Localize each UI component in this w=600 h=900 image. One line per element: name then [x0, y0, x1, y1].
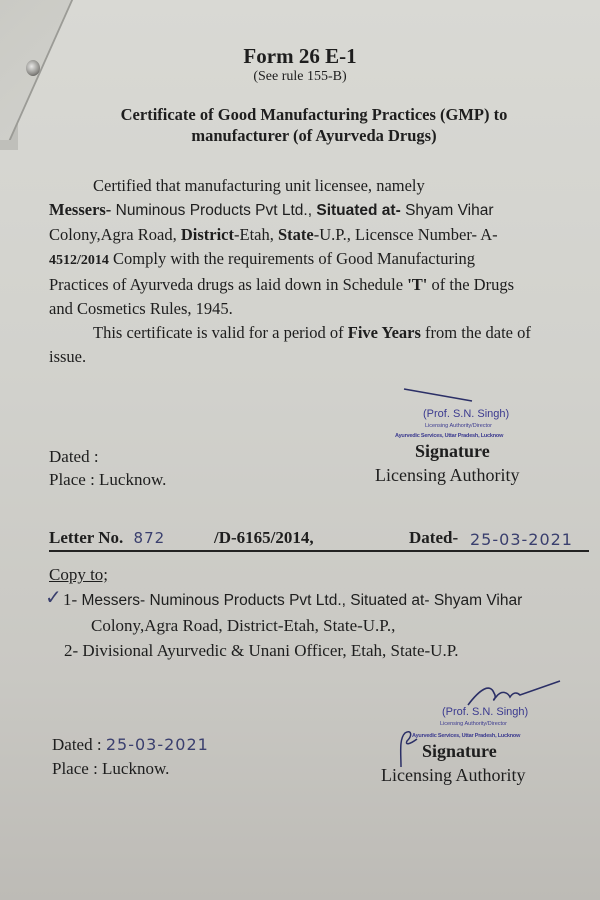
line-5-text-end: of the Drugs	[427, 275, 514, 294]
place-field: Place : Lucknow.	[49, 470, 167, 489]
stamp-department: Ayurvedic Services, Uttar Pradesh, Lucknow	[412, 733, 521, 739]
item-line-1: Messers- Numinous Products Pvt Ltd., Situated at- Shyam Vihar	[77, 592, 523, 609]
validity-text-end: from the date of	[420, 323, 531, 342]
district-value: -Etah,	[234, 225, 278, 244]
stamp-name: (Prof. S.N. Singh)	[442, 706, 529, 718]
copy-to-label: Copy to;	[49, 565, 109, 584]
signature-label: Signature	[422, 741, 497, 761]
validity-line	[49, 321, 580, 345]
place-field: Place : Lucknow.	[52, 759, 170, 778]
district-label: District	[180, 225, 234, 244]
validity-text: This certificate is valid for a period of	[93, 323, 348, 342]
word: licensee,	[314, 176, 373, 195]
letter-dated-label: Dated-	[409, 528, 459, 547]
body-line-5	[49, 273, 580, 297]
word: Certified	[93, 176, 152, 195]
copy-item-1-line-2: Colony,Agra Road, District-Etah, State-U.P.,	[91, 616, 396, 635]
state-label: State	[277, 225, 314, 244]
handwritten-letter-date: 25-03-2021	[470, 530, 573, 549]
certificate-heading	[0, 104, 600, 146]
certificate-body	[49, 174, 580, 369]
line-4-text: Comply with the requirements of Good Manufacturing	[108, 249, 476, 268]
validity-line-2: issue.	[49, 347, 87, 366]
word: manufacturing	[184, 176, 281, 195]
word: that	[155, 176, 181, 195]
word: unit	[285, 176, 311, 195]
body-line-4	[49, 247, 580, 273]
state-value: -U.P., Licensce Number- A-	[313, 225, 498, 244]
dated-label: Dated :	[49, 447, 99, 466]
dated-field	[52, 735, 209, 755]
item-number: 1-	[63, 590, 78, 609]
body-line-6: and Cosmetics Rules, 1945.	[49, 299, 233, 318]
initial-scribble-icon	[395, 725, 425, 770]
licensing-authority-label: Licensing Authority	[375, 465, 520, 485]
item-line-1: Divisional Ayurvedic & Unani Officer, Etah, State-U.P.	[78, 641, 459, 660]
body-line-1	[49, 174, 580, 198]
signature-label: Signature	[415, 441, 490, 461]
heading-line-2: manufacturer (of Ayurveda Drugs)	[191, 126, 437, 145]
letter-no-label: Letter No.	[49, 528, 124, 547]
body-line-2	[49, 198, 580, 223]
schedule-ref: 'T'	[407, 275, 428, 294]
form-title: Form 26 E-1	[243, 44, 357, 68]
stamp-name: (Prof. S.N. Singh)	[423, 408, 510, 420]
signature-stroke-icon	[400, 385, 480, 405]
line-5-text: Practices of Ayurveda drugs as laid down in Schedule	[49, 275, 408, 294]
handwritten-letter-number: 872	[133, 529, 166, 547]
checkmark-icon: ✓	[45, 587, 62, 609]
situated-label: Situated at-	[316, 202, 401, 219]
letter-reference-row	[49, 528, 589, 552]
heading-line-1: Certificate of Good Manufacturing Practices (GMP) to	[120, 105, 508, 124]
handwritten-date: 25-03-2021	[105, 735, 209, 754]
item-number: 2-	[64, 641, 79, 660]
licensing-authority-label: Licensing Authority	[381, 765, 526, 785]
copy-item-2	[64, 641, 459, 661]
messers-label: Messers-	[49, 200, 112, 219]
company-name: Numinous Products Pvt Ltd.,	[111, 202, 317, 219]
license-number: 4512/2014	[49, 253, 109, 268]
address-part-2: Colony,Agra Road,	[49, 225, 181, 244]
body-line-3	[49, 223, 580, 247]
address-part-1: Shyam Vihar	[400, 202, 494, 219]
dated-field	[49, 447, 99, 467]
copy-item-1	[45, 587, 523, 610]
rule-reference: (See rule 155-B)	[253, 69, 347, 84]
stamp-title: Licensing Authority/Director	[425, 423, 492, 429]
word: namely	[376, 176, 425, 195]
stamp-title: Licensing Authority/Director	[440, 721, 507, 727]
stamp-department: Ayurvedic Services, Uttar Pradesh, Lucknow	[395, 433, 504, 439]
letter-reference: /D-6165/2014,	[214, 528, 314, 547]
validity-period: Five Years	[347, 323, 421, 342]
dated-label: Dated :	[52, 735, 102, 754]
